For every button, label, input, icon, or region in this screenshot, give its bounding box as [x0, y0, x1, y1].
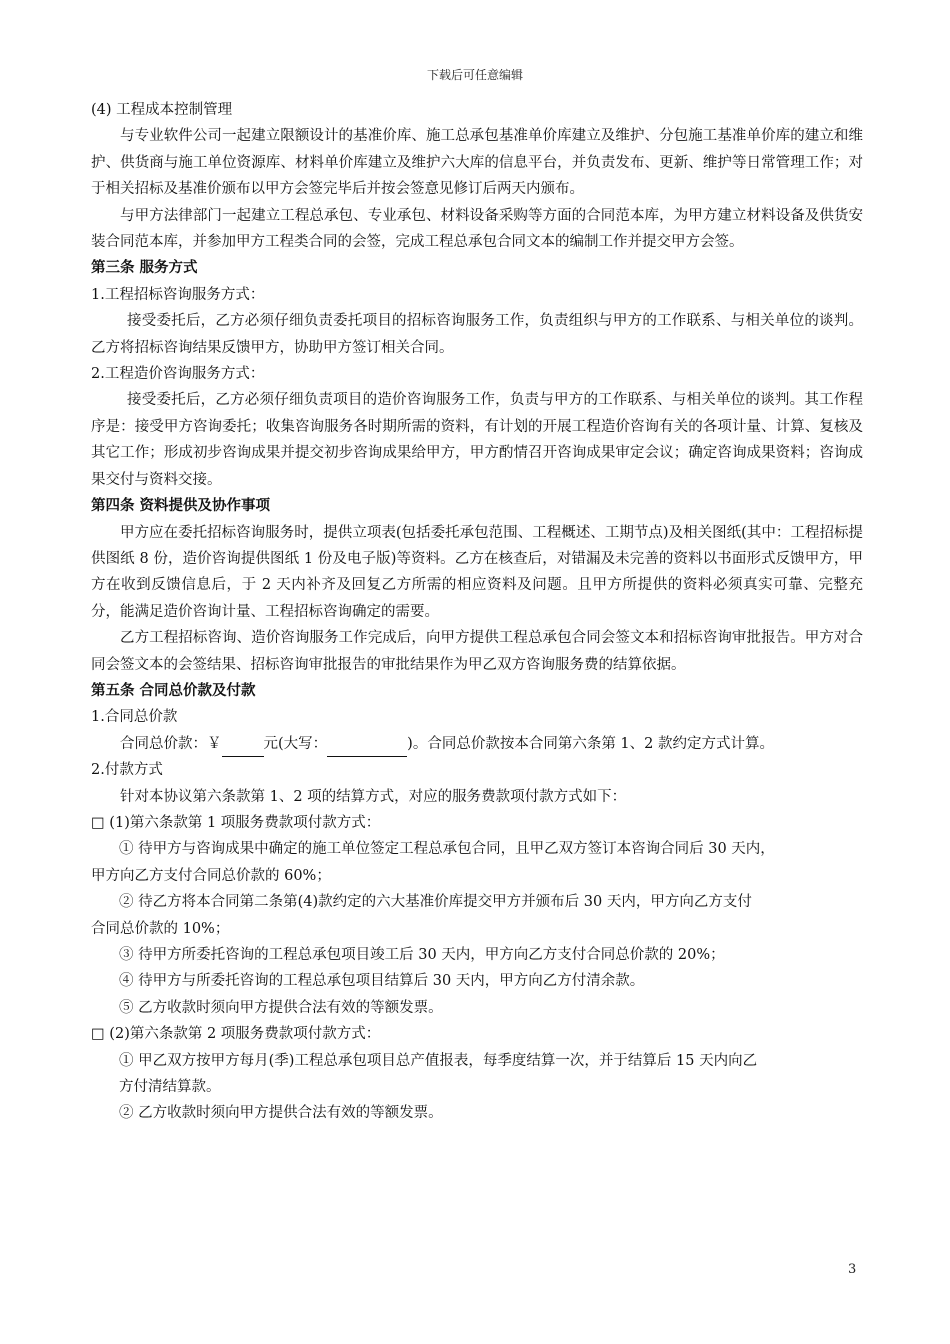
- payment-option-1-line: ④ 待甲方与所委托咨询的工程总承包项目结算后 30 天内，甲方向乙方付清余款。: [119, 973, 645, 990]
- section-4-para-1: 与专业软件公司一起建立限额设计的基准价库、施工总承包基准单价库建立及维护、分包施工基准单价库的建立和维护、供货商与施工单位资源库、材料单价库建立及维护六大库的信息平台，并负责发布、更新、维护等日常管理工作；对于相关招标及基准价颁布以甲方会签完毕后并按会签意见修订后两天内颁布。: [91, 128, 863, 198]
- article-4-para-2: 乙方工程招标咨询、造价咨询服务工作完成后，向甲方提供工程总承包合同会签文本和招标咨询审批报告。甲方对合同会签文本的会签结果、招标咨询审批报告的审批结果作为甲乙双方咨询服务费的结算依据。: [91, 630, 863, 673]
- price-mid: 元(大写：: [263, 735, 328, 752]
- payment-option-1-line: 合同总价款的 10%；: [91, 920, 230, 937]
- article-4-para-1: 甲方应在委托招标咨询服务时，提供立项表(包括委托承包范围、工程概述、工期节点)及相关图纸(其中：工程招标提供图纸 8 份，造价咨询提供图纸 1 份及电子版)等资料。乙方在核查后，对错漏及未完善的资料以书面形式反馈甲方，甲方在收到反馈信息后，于 2 天内补齐及回复乙方所需的相应资料及问题。且甲方所提供的资料必须真实可靠、完整充分，能满足造价咨询计量、工程招标咨询确定的需要。: [91, 524, 863, 620]
- article-3-item-1-text: 接受委托后，乙方必须仔细负责委托项目的招标咨询服务工作，负责组织与甲方的工作联系、与相关单位的谈判。乙方将招标咨询结果反馈甲方，协助甲方签订相关合同。: [91, 313, 863, 356]
- section-4-title: (4) 工程成本控制管理: [91, 102, 233, 118]
- price-prefix: 合同总价款：￥: [120, 735, 222, 752]
- article-3-item-2-title: 2.工程造价咨询服务方式：: [91, 366, 265, 383]
- total-price-line: [91, 731, 863, 757]
- payment-option-1-line: ③ 待甲方所委托咨询的工程总承包项目竣工后 30 天内，甲方向乙方支付合同总价款的 20%；: [119, 947, 725, 963]
- payment-option-1-title: □ (1)第六条款第 1 项服务费款项付款方式：: [91, 814, 381, 831]
- price-suffix: )。合同总价款按本合同第六条第 1、2 款约定方式计算。: [407, 735, 774, 752]
- payment-option-1-line: ⑤ 乙方收款时须向甲方提供合法有效的等额发票。: [119, 999, 443, 1016]
- page-header: 下载后可任意编辑: [426, 68, 523, 82]
- payment-option-1-line: ① 待甲方与咨询成果中确定的施工单位签定工程总承包合同，且甲乙双方签订本咨询合同后 30 天内，: [119, 841, 775, 858]
- payment-option-2-title: □ (2)第六条款第 2 项服务费款项付款方式：: [91, 1026, 381, 1043]
- article-3-item-1-title: 1.工程招标咨询服务方式：: [91, 286, 265, 303]
- article-5-item-2-title: 2.付款方式: [91, 762, 163, 779]
- section-4-para-2: 与甲方法律部门一起建立工程总承包、专业承包、材料设备采购等方面的合同范本库，为甲方建立材料设备及供货安装合同范本库，并参加甲方工程类合同的会签，完成工程总承包合同文本的编制工作并提交甲方会签。: [91, 207, 863, 251]
- document-body: [91, 97, 863, 1127]
- price-amount-blank[interactable]: [222, 738, 264, 757]
- payment-option-2-line: 方付清结算款。: [119, 1079, 221, 1096]
- article-5-title: 第五条 合同总价款及付款: [91, 681, 256, 699]
- article-5-item-2-intro: 针对本协议第六条款第 1、2 项的结算方式，对应的服务费款项付款方式如下：: [120, 788, 627, 805]
- payment-option-1-line: ② 待乙方将本合同第二条第(4)款约定的六大基准价库提交甲方并颁布后 30 天内，甲方向乙方支付: [119, 894, 752, 911]
- article-3-item-2-text: 接受委托后，乙方必须仔细负责项目的造价咨询服务工作，负责与甲方的工作联系、与相关单位的谈判。其工作程序是：接受甲方咨询委托；收集咨询服务各时期所需的资料，有计划的开展工程造价咨询有关的各项计量、计算、复核及其它工作；形成初步咨询成果并提交初步咨询成果给甲方，甲方酌情召开咨询成果审定会议；确定咨询成果资料；咨询成果交付与资料交接。: [91, 392, 863, 488]
- payment-option-2-line: ② 乙方收款时须向甲方提供合法有效的等额发票。: [119, 1105, 443, 1122]
- article-3-title: 第三条 服务方式: [91, 259, 198, 277]
- article-4-title: 第四条 资料提供及协作事项: [91, 497, 271, 515]
- page-number: 3: [848, 1262, 857, 1277]
- article-5-item-1-title: 1.合同总价款: [91, 709, 178, 726]
- price-words-blank[interactable]: [327, 738, 407, 757]
- payment-option-2-line: ① 甲乙双方按甲方每月(季)工程总承包项目总产值报表，每季度结算一次，并于结算后 15 天内向乙: [119, 1052, 758, 1069]
- payment-option-1-line: 甲方向乙方支付合同总价款的 60%；: [91, 867, 331, 884]
